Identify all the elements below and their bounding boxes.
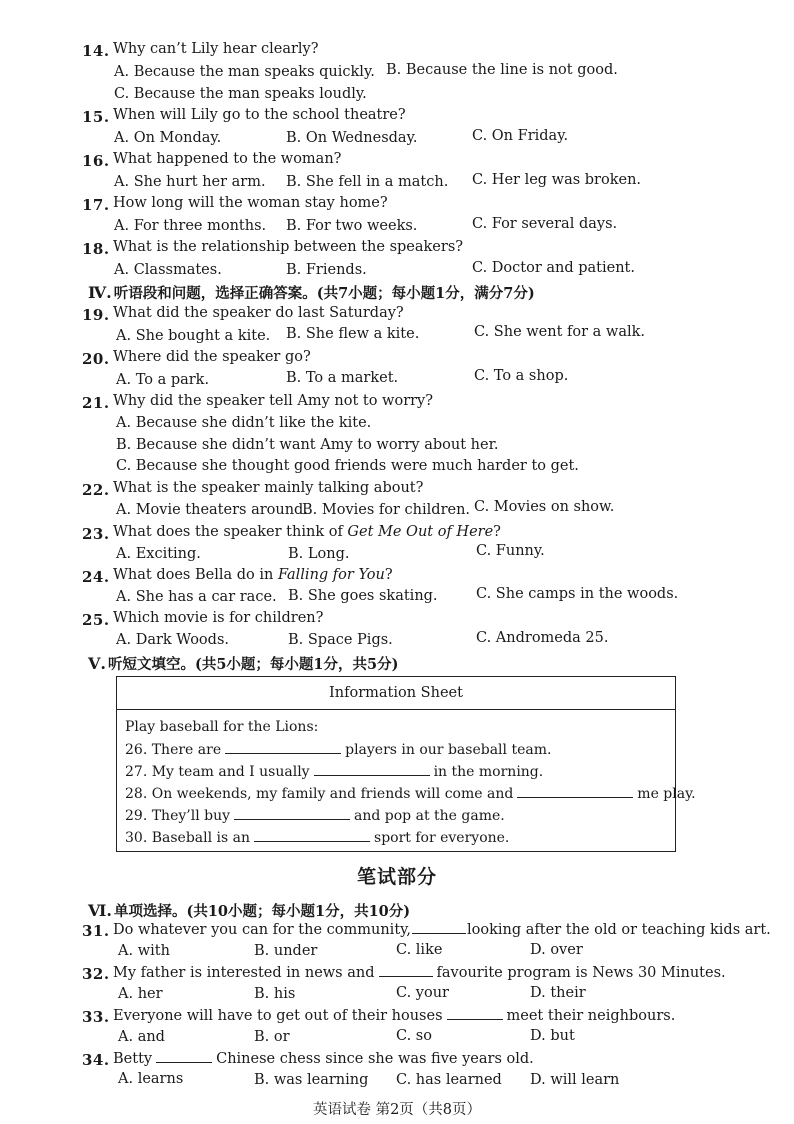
section-heading: Ⅵ. 单项选择。(共10小题；每小题1分，共10分) [88,901,411,920]
option-d: D. over [530,942,583,958]
option-a: A. To a park. [116,372,210,388]
option-a: A. Because she didn’t like the kite. [116,415,372,431]
option-a: A. and [118,1029,165,1045]
option-a: A. learns [118,1071,184,1087]
option-c: C. has learned [396,1072,502,1088]
question-number: 15. [82,108,110,126]
option-c: C. Movies on show. [474,499,615,515]
question-number: 34. [82,1051,110,1069]
option-a: A. Dark Woods. [116,632,229,648]
option-a: A. Classmates. [114,262,222,278]
answer-blank[interactable] [412,921,466,934]
option-b: B. On Wednesday. [286,130,418,146]
information-sheet-title: Information Sheet [117,677,675,710]
option-c: C. Her leg was broken. [472,172,642,188]
question-number: 21. [82,394,110,412]
answer-blank-26[interactable] [225,741,341,754]
question-text: My father is interested in news and favourite program is News 30 Minutes. [113,965,726,981]
option-a: A. She bought a kite. [116,328,271,344]
section-heading: Ⅳ. 听语段和问题，选择正确答案。(共7小题；每小题1分，满分7分) [88,283,535,302]
answer-blank[interactable] [379,964,433,977]
option-a: A. On Monday. [114,130,222,146]
option-a: A. Exciting. [116,546,201,562]
question-number: 33. [82,1008,110,1026]
answer-blank-27[interactable] [314,763,430,776]
option-a: A. Movie theaters around. [116,502,308,518]
option-c: C. so [396,1028,432,1044]
answer-blank-30[interactable] [254,829,370,842]
option-b: B. Friends. [286,262,367,278]
question-text: What is the relationship between the speakers? [113,239,464,255]
info-line-26: 26. There are players in our baseball team. [125,742,552,758]
option-b: B. She fell in a match. [286,174,449,190]
option-a: A. Because the man speaks quickly. [114,64,375,80]
answer-blank[interactable] [447,1007,503,1020]
option-c: C. your [396,985,449,1001]
option-c: C. Doctor and patient. [472,260,635,276]
question-text: What happened to the woman? [113,151,342,167]
question-number: 18. [82,240,110,258]
question-number: 19. [82,306,110,324]
info-line-27: 27. My team and I usually in the morning. [125,764,544,780]
question-text: What does the speaker think of Get Me Out of Here? [113,524,501,540]
option-c: C. To a shop. [474,368,569,384]
section-heading: Ⅴ. 听短文填空。(共5小题；每小题1分，共5分) [88,654,399,673]
option-c: C. For several days. [472,216,618,232]
option-b: B. Movies for children. [302,502,471,518]
question-number: 20. [82,350,110,368]
answer-blank[interactable] [156,1050,212,1063]
option-a: A. She has a car race. [116,589,277,605]
question-text: Betty Chinese chess since she was five years old. [113,1051,534,1067]
info-line-28: 28. On weekends, my family and friends will come and me play. [125,786,696,802]
option-c: C. Because she thought good friends were much harder to get. [116,458,579,474]
question-text: Everyone will have to get out of their houses meet their neighbours. [113,1008,676,1024]
option-c: C. like [396,942,443,958]
question-text: What is the speaker mainly talking about? [113,480,424,496]
written-part-title: 笔试部分 [356,866,437,888]
option-d: D. will learn [530,1072,620,1088]
info-line-30: 30. Baseball is an sport for everyone. [125,830,510,846]
question-text: Do whatever you can for the community, looking after the old or teaching kids art. [113,922,771,938]
information-sheet [116,676,696,852]
option-b: B. was learning [254,1072,369,1088]
question-text: Why can’t Lily hear clearly? [113,41,319,57]
option-a: A. For three months. [114,218,267,234]
option-d: D. their [530,985,586,1001]
answer-blank-29[interactable] [234,807,350,820]
option-c: C. Because the man speaks loudly. [114,86,367,102]
option-c: C. She went for a walk. [474,324,646,340]
question-number: 25. [82,611,110,629]
option-a: A. She hurt her arm. [114,174,266,190]
question-text: What does Bella do in Falling for You? [113,567,393,583]
option-b: B. or [254,1029,290,1045]
question-text: Where did the speaker go? [113,349,311,365]
option-b: B. To a market. [286,370,399,386]
question-number: 17. [82,196,110,214]
option-b: B. his [254,986,296,1002]
answer-blank-28[interactable] [517,785,633,798]
question-number: 22. [82,481,110,499]
option-b: B. She flew a kite. [286,326,420,342]
page-footer: 英语试卷 第2页（共8页） [312,1102,482,1118]
option-a: A. her [118,986,163,1002]
option-d: D. but [530,1028,575,1044]
question-number: 16. [82,152,110,170]
question-number: 31. [82,922,110,940]
option-b: B. Long. [288,546,350,562]
info-line-29: 29. They’ll buy and pop at the game. [125,808,505,824]
option-b: B. under [254,943,318,959]
question-number: 32. [82,965,110,983]
option-c: C. Andromeda 25. [476,630,609,646]
option-b: B. Because the line is not good. [386,62,618,78]
question-number: 14. [82,42,110,60]
option-c: C. Funny. [476,543,545,559]
option-b: B. She goes skating. [288,588,438,604]
option-c: C. On Friday. [472,128,569,144]
question-text: How long will the woman stay home? [113,195,388,211]
question-text: Why did the speaker tell Amy not to worry? [113,393,434,409]
question-number: 23. [82,525,110,543]
question-text: When will Lily go to the school theatre? [113,107,406,123]
option-b: B. For two weeks. [286,218,418,234]
question-text: What did the speaker do last Saturday? [113,305,404,321]
option-c: C. She camps in the woods. [476,586,679,602]
option-b: B. Space Pigs. [288,632,393,648]
info-intro: Play baseball for the Lions: [125,719,319,735]
option-a: A. with [118,943,170,959]
option-b: B. Because she didn’t want Amy to worry about her. [116,437,499,453]
question-text: Which movie is for children? [113,610,324,626]
question-number: 24. [82,568,110,586]
